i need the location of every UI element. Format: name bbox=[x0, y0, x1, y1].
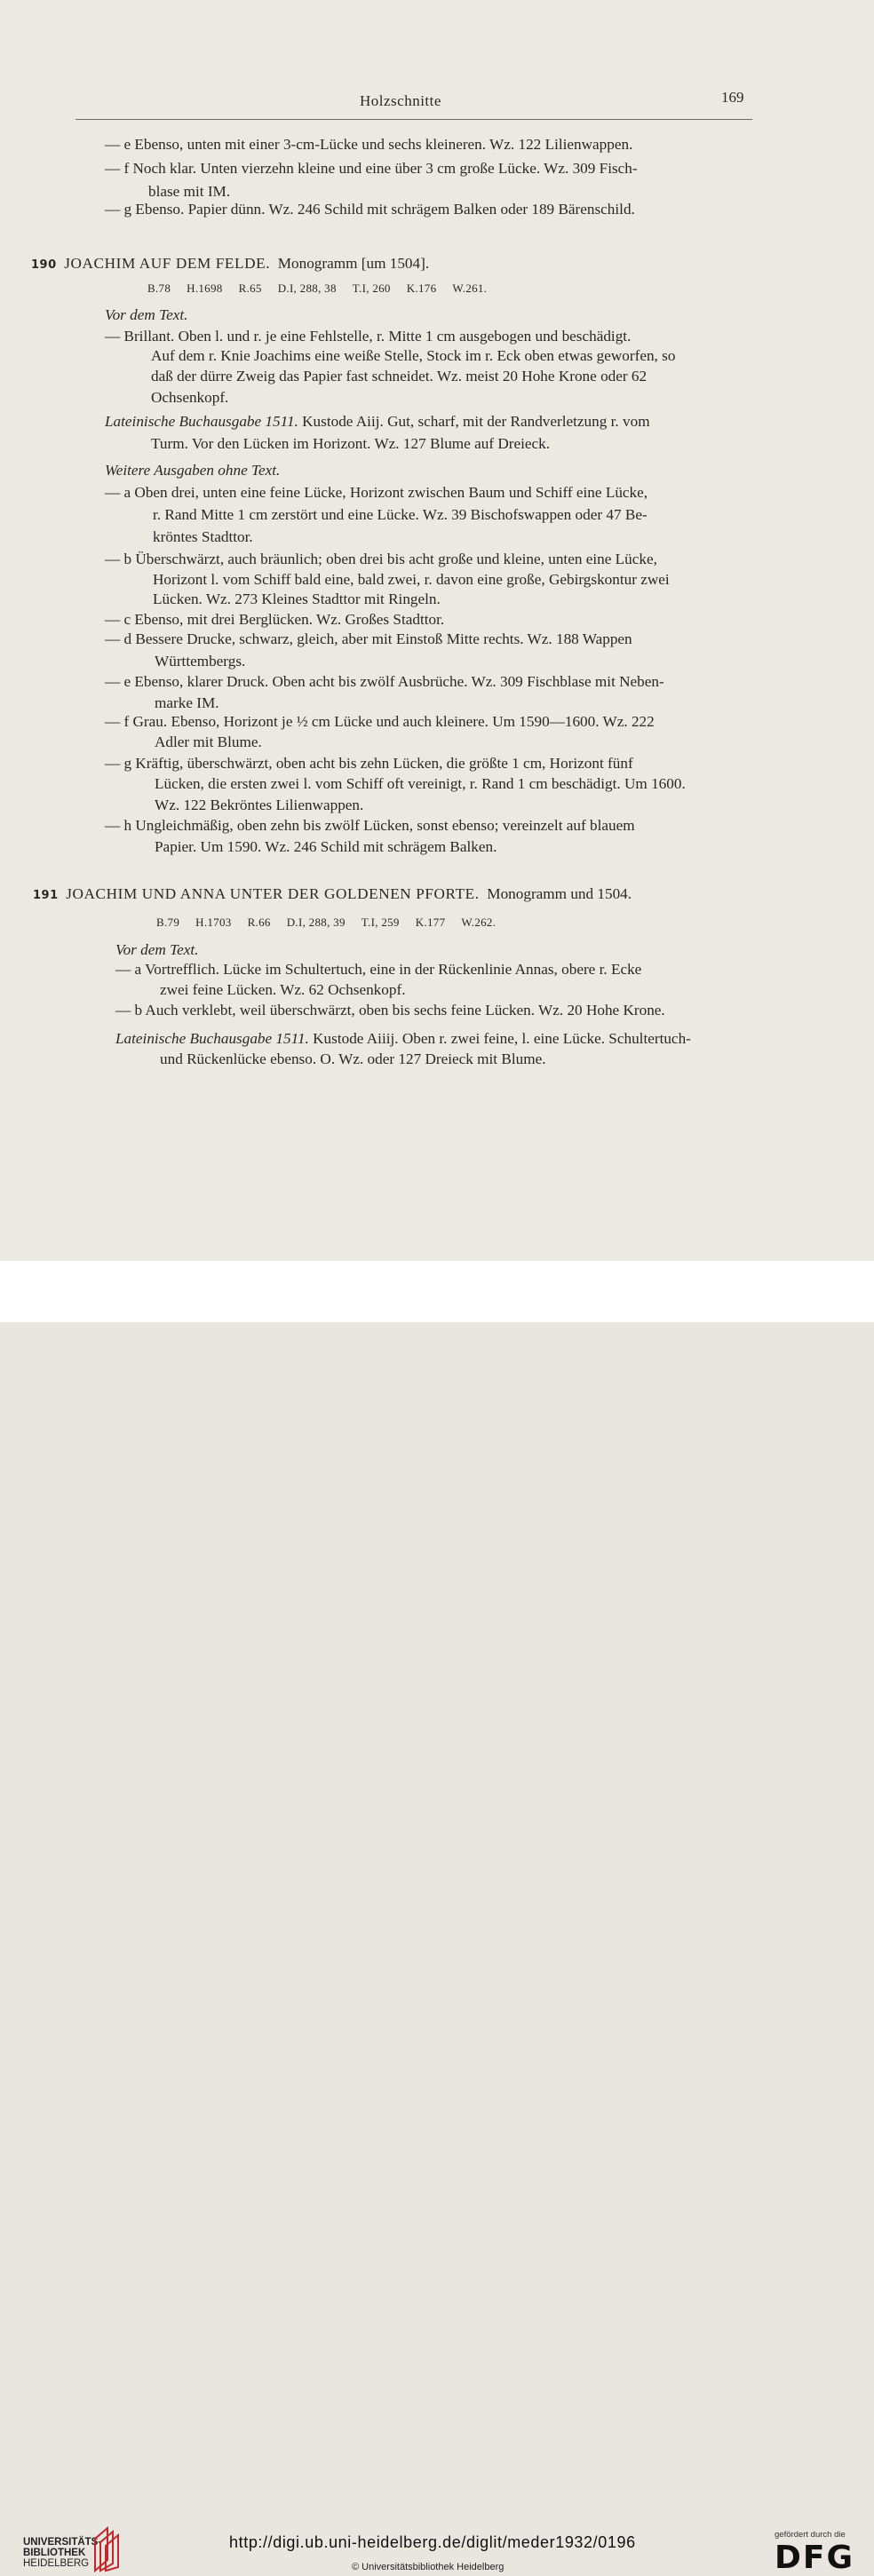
text-line: kröntes Stadttor. bbox=[153, 528, 253, 545]
text-line: Lücken. Wz. 273 Kleines Stadttor mit Ringeln. bbox=[153, 590, 441, 607]
ref: K.177 bbox=[415, 915, 446, 929]
entry-title: JOACHIM AUF DEM FELDE. bbox=[64, 255, 271, 272]
text-line: Ochsenkopf. bbox=[151, 389, 229, 406]
text-line: — e Ebenso, unten mit einer 3-cm-Lücke und sechs kleineren. Wz. 122 Lilienwappen. bbox=[105, 136, 633, 153]
ref: K.176 bbox=[406, 281, 437, 295]
text-line bbox=[105, 413, 650, 431]
text-line: — g Kräftig, überschwärzt, oben acht bis zehn Lücken, die größte 1 cm, Horizont fünf bbox=[105, 755, 633, 772]
text-line: und Rückenlücke ebenso. O. Wz. oder 127 Dreieck mit Blume. bbox=[160, 1050, 546, 1067]
header-rule bbox=[75, 119, 752, 120]
ref: B.79 bbox=[156, 915, 180, 929]
text-line: — a Vortrefflich. Lücke im Schultertuch, eine in der Rückenlinie Annas, obere r. Ecke bbox=[115, 961, 642, 978]
text-line: blase mit IM. bbox=[148, 183, 231, 200]
text-line: — c Ebenso, mit drei Berglücken. Wz. Großes Stadttor. bbox=[105, 611, 445, 628]
ref: T.I, 259 bbox=[361, 915, 400, 929]
section-heading: Vor dem Text. bbox=[105, 306, 188, 323]
ref: H.1703 bbox=[195, 915, 232, 929]
text-line: — g Ebenso. Papier dünn. Wz. 246 Schild mit schrägem Balken oder 189 Bärenschild. bbox=[105, 201, 635, 218]
funded-by-label: gefördert durch die bbox=[775, 2530, 846, 2540]
ref: D.I, 288, 38 bbox=[277, 281, 337, 295]
section-heading: Weitere Ausgaben ohne Text. bbox=[105, 462, 281, 479]
edition-label: Lateinische Buchausgabe 1511. bbox=[115, 1030, 309, 1047]
text-line: r. Rand Mitte 1 cm zerstört und eine Lücke. Wz. 39 Bischofswappen oder 47 Be- bbox=[153, 506, 648, 523]
page-number: 169 bbox=[721, 89, 744, 106]
text-line: — f Noch klar. Unten vierzehn kleine und eine über 3 cm große Lücke. Wz. 309 Fisch- bbox=[105, 160, 638, 177]
text-line: Wz. 122 Bekröntes Lilienwappen. bbox=[155, 797, 364, 813]
entry-number: 191 bbox=[33, 889, 59, 902]
library-logo-text bbox=[23, 2537, 101, 2569]
text-line: Turm. Vor den Lücken im Horizont. Wz. 127 Blume auf Dreieck. bbox=[151, 435, 551, 452]
ref: R.66 bbox=[247, 915, 271, 929]
scanned-page bbox=[0, 0, 874, 1261]
text-line: Adler mit Blume. bbox=[155, 733, 262, 750]
ref: R.65 bbox=[238, 281, 262, 295]
entry-191-references bbox=[156, 914, 512, 931]
text-line bbox=[115, 1030, 691, 1048]
edition-text: Kustode Aiij. Gut, scharf, mit der Randverletzung r. vom bbox=[298, 413, 650, 430]
text-line: Auf dem r. Knie Joachims eine weiße Stelle, Stock im r. Eck oben etwas geworfen, so bbox=[151, 347, 676, 364]
text-line: — b Überschwärzt, auch bräunlich; oben drei bis acht große und kleine, unten eine Lücke, bbox=[105, 551, 657, 567]
ref: H.1698 bbox=[187, 281, 223, 295]
text-line: — a Oben drei, unten eine feine Lücke, Horizont zwischen Baum und Schiff eine Lücke, bbox=[105, 484, 648, 501]
entry-number: 190 bbox=[31, 258, 57, 272]
footer-bar bbox=[0, 1261, 874, 2576]
text-line: marke IM. bbox=[155, 694, 219, 711]
dfg-logo: DFG bbox=[775, 2540, 855, 2576]
library-logo-icon bbox=[91, 2526, 122, 2572]
edition-text: Kustode Aiiij. Oben r. zwei feine, l. eine Lücke. Schultertuch- bbox=[308, 1030, 691, 1047]
entry-191-heading bbox=[33, 885, 632, 905]
text-line: zwei feine Lücken. Wz. 62 Ochsenkopf. bbox=[160, 981, 406, 998]
library-name-line: BIBLIOTHEK bbox=[23, 2548, 86, 2558]
library-name-line: UNIVERSITÄTS- bbox=[23, 2537, 102, 2548]
copyright-notice: © Universitätsbibliothek Heidelberg bbox=[352, 2562, 505, 2572]
edition-label: Lateinische Buchausgabe 1511. bbox=[105, 413, 298, 430]
entry-monogram: Monogramm und 1504. bbox=[487, 885, 632, 902]
text-line: — Brillant. Oben l. und r. je eine Fehlstelle, r. Mitte 1 cm ausgebogen und beschädigt. bbox=[105, 328, 632, 345]
section-heading: Vor dem Text. bbox=[115, 941, 199, 958]
ref: W.262. bbox=[461, 915, 497, 929]
entry-monogram: Monogramm [um 1504]. bbox=[277, 255, 430, 272]
text-line: — d Bessere Drucke, schwarz, gleich, aber mit Einstoß Mitte rechts. Wz. 188 Wappen bbox=[105, 630, 632, 647]
text-line: daß der dürre Zweig das Papier fast schneidet. Wz. meist 20 Hohe Krone oder 62 bbox=[151, 368, 648, 384]
entry-190-references bbox=[147, 280, 503, 297]
text-line: Papier. Um 1590. Wz. 246 Schild mit schrägem Balken. bbox=[155, 838, 497, 855]
text-line: — b Auch verklebt, weil überschwärzt, oben bis sechs feine Lücken. Wz. 20 Hohe Krone. bbox=[115, 1002, 665, 1019]
ref: T.I, 260 bbox=[352, 281, 391, 295]
text-line: — e Ebenso, klarer Druck. Oben acht bis zwölf Ausbrüche. Wz. 309 Fischblase mit Neben- bbox=[105, 673, 664, 690]
ref: B.78 bbox=[147, 281, 171, 295]
text-line: Württembergs. bbox=[155, 653, 246, 670]
ref: W.261. bbox=[452, 281, 488, 295]
library-name-line: HEIDELBERG bbox=[23, 2558, 90, 2569]
entry-title: JOACHIM UND ANNA UNTER DER GOLDENEN PFORTE. bbox=[66, 885, 480, 902]
entry-190-heading bbox=[31, 255, 429, 274]
running-header-title: Holzschnitte bbox=[360, 92, 441, 109]
text-line: — h Ungleichmäßig, oben zehn bis zwölf Lücken, sonst ebenso; vereinzelt auf blauem bbox=[105, 817, 635, 834]
ref: D.I, 288, 39 bbox=[286, 915, 346, 929]
text-line: Lücken, die ersten zwei l. vom Schiff oft vereinigt, r. Rand 1 cm beschädigt. Um 1600. bbox=[155, 775, 686, 792]
text-line: — f Grau. Ebenso, Horizont je ½ cm Lücke und auch kleinere. Um 1590—1600. Wz. 222 bbox=[105, 713, 655, 730]
text-line: Horizont l. vom Schiff bald eine, bald zwei, r. davon eine große, Gebirgskontur zwei bbox=[153, 571, 670, 588]
page-url-link[interactable]: http://digi.ub.uni-heidelberg.de/diglit/meder1932/0196 bbox=[229, 2533, 636, 2551]
